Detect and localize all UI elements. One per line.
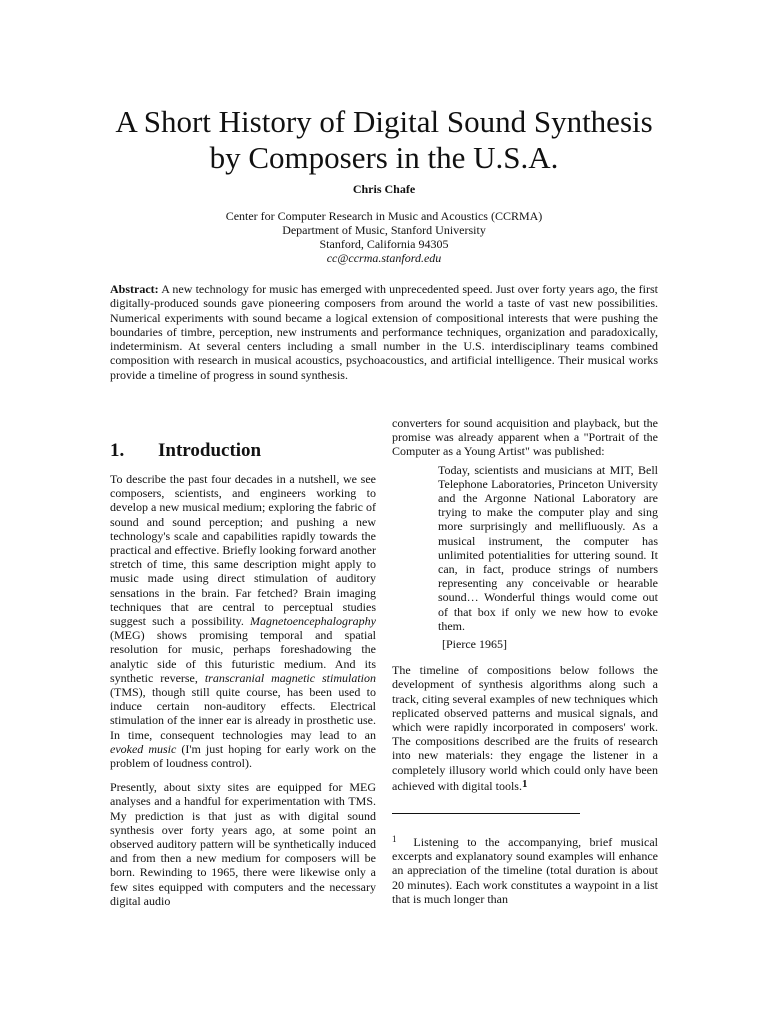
affiliation-line-3: Stanford, California 94305 — [319, 237, 449, 251]
section-number: 1. — [110, 440, 125, 461]
timeline-paragraph — [392, 663, 658, 793]
footnote — [392, 832, 658, 906]
left-column — [110, 438, 376, 918]
intro-text-c: (TMS), though still quite course, has been used to induce certain non-auditory effects. Electrical stimulation of the inner ear is already in prosthetic use. In time, consequent technologies may lead to an — [110, 685, 376, 742]
intro-text-a: To describe the past four decades in a nutshell, we see composers, scientists, and engineers working to develop a new musical medium; exploring the fabric of sound and sound perception; and pushing a new technology's scale and capabilities rapidly towards the practical and effective. Briefly looking forward another stretch of time, this same description might apply to music made using direct stimulation of auditory sensations in the brain. Far fetched? Brain imaging techniques that are central to perceptual studies suggest such a possibility. — [110, 472, 376, 629]
abstract-label: Abstract: — [110, 282, 159, 296]
paper-title — [60, 104, 708, 176]
intro-term-evoked: evoked music — [110, 741, 177, 756]
continuation-paragraph: converters for sound acquisition and playback, but the promise was already apparent when a "Portrait of the Computer as a Young Artist" was published: — [392, 416, 658, 459]
title-line-1: A Short History of Digital Sound Synthesis — [115, 104, 653, 139]
intro-text-d: (I'm just hoping for early work on the problem of loudness control). — [110, 741, 376, 771]
footnote-reference: 1 — [521, 777, 528, 790]
affiliation-line-2: Department of Music, Stanford University — [282, 223, 486, 237]
affiliation-line-1: Center for Computer Research in Music and Acoustics (CCRMA) — [225, 209, 543, 223]
intro-term-meg: Magnetoencephalography — [250, 614, 376, 629]
title-line-2: by Composers in the U.S.A. — [209, 140, 559, 175]
block-quote: Today, scientists and musicians at MIT, Bell Telephone Laboratories, Princeton University and the Argonne National Laboratory are trying to make the computer play and sing more surprisingly and mellifluously. As a musical instrument, the computer has unlimited potentialities for uttering sound. It can, in fact, produce strings of numbers representing any conceivable or hearable sound… Wonderful things would come out of that box if only we new how to evoke them. — [438, 462, 658, 633]
affiliation — [0, 209, 768, 265]
footnote-text: Listening to the accompanying, brief musical excerpts and explanatory sound examples will enhance an appreciation of the timeline (total duration is about 20 minutes). Each work constitutes a waypoint in a list that is much longer than — [392, 835, 658, 906]
abstract-text: A new technology for music has emerged with unprecedented speed. Just over forty years ago, the first digitally-produced sounds gave pioneering composers from around the world a taste of vast new possibilities. Numerical experiments with sound became a logical extension of compositional interests that were pushing the boundaries of timbre, perception, new instruments and performance techniques, organization and paradoxically, indeterminism. At several centers including a small number in the U.S. interdisciplinary teams combined composition with research in musical acoustics, psychoacoustics, and artificial intelligence. Their musical works provide a timeline of progress in sound synthesis. — [110, 282, 658, 382]
abstract — [110, 282, 658, 382]
intro-text-b: (MEG) shows promising temporal and spatial resolution for music, perhaps foreshadowing the analytic side of this futuristic medium. And its synthetic reverse, — [110, 628, 376, 685]
intro-paragraph-2: Presently, about sixty sites are equipped for MEG analyses and a handful for experimentation with TMS. My prediction is that just as with digital sound synthesis over forty years ago, at some point an observed auditory pattern will be synthetically induced and from then a new medium for composers will be born. Rewinding to 1965, there were likewise only a few sites equipped with computers and the necessary digital audio — [110, 780, 376, 908]
right-column — [392, 416, 658, 906]
timeline-text: The timeline of compositions below follows the development of synthesis algorithms along such a track, citing several examples of new techniques which replicated observed patterns and musical signals, and which were rapidly incorporated in composers' work. The compositions described are the fruits of research into new materials: they engage the listener in a completely illusory world which could only have been achieved with digital tools. — [392, 663, 658, 793]
footnote-marker: 1 — [392, 834, 397, 845]
intro-paragraph-1 — [110, 472, 376, 770]
author-email: cc@ccrma.stanford.edu — [326, 251, 442, 265]
intro-term-tms: transcranial magnetic stimulation — [204, 670, 376, 685]
footnote-rule — [392, 813, 580, 814]
author-name: Chris Chafe — [352, 182, 416, 196]
quote-citation: [Pierce 1965] — [442, 637, 507, 652]
section-title: Introduction — [158, 440, 262, 461]
section-heading — [110, 438, 376, 464]
